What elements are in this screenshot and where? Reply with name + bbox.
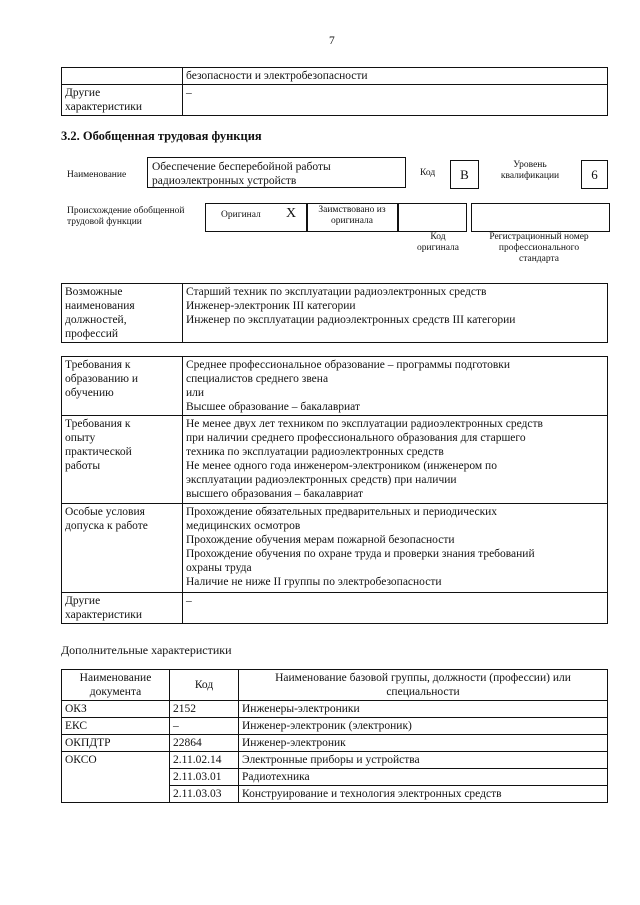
additional-table — [61, 669, 608, 803]
origin-code-box — [397, 203, 467, 232]
code-cell: 2.11.02.14 — [170, 752, 239, 769]
name-value-box: Обеспечение бесперебойной работы радиоэлектронных устройств — [147, 157, 406, 188]
reg-caption: Регистрационный номер профессионального стандарта — [489, 232, 589, 264]
code-cell: 22864 — [170, 735, 239, 752]
table-row — [62, 752, 608, 769]
name-cell: Инженеры-электроники — [239, 701, 608, 718]
table-row — [62, 718, 608, 735]
page-number: 7 — [329, 35, 335, 47]
code-cell: 2152 — [170, 701, 239, 718]
col-header-document: Наименование документа — [62, 670, 170, 701]
name-cell: Радиотехника — [239, 769, 608, 786]
experience-label: Требования к опыту практической работы — [62, 416, 183, 504]
requirements-table — [61, 356, 608, 624]
special-conditions-label: Особые условия допуска к работе — [62, 504, 183, 593]
positions-table — [61, 283, 608, 343]
education-label: Требования к образованию и обучению — [62, 357, 183, 416]
name-cell: Инженер-электроник (электроник) — [239, 718, 608, 735]
table-row — [62, 735, 608, 752]
code-value-box: В — [450, 160, 479, 189]
top-table-value: безопасности и электробезопасности — [183, 68, 608, 85]
level-value-box: 6 — [581, 160, 608, 189]
other-characteristics-value: – — [183, 593, 608, 624]
original-mark: X — [286, 206, 297, 221]
section-title: 3.2. Обобщенная трудовая функция — [61, 129, 262, 143]
code-cell: 2.11.03.01 — [170, 769, 239, 786]
code-cell: – — [170, 718, 239, 735]
code-cell: 2.11.03.03 — [170, 786, 239, 803]
name-cell: Конструирование и технология электронных средств — [239, 786, 608, 803]
name-cell: Электронные приборы и устройства — [239, 752, 608, 769]
positions-label: Возможные наименования должностей, профессий — [62, 284, 183, 343]
doc-cell: ОКЗ — [62, 701, 170, 718]
borrowed-label: Заимствовано из оригинала — [318, 205, 386, 226]
code-label: Код — [420, 168, 436, 178]
top-table-empty-label — [62, 68, 183, 85]
special-conditions-value: Прохождение обязательных предварительных и периодических медицинских осмотров Прохождение обучения мерам пожарной безопасности Прохождение обучения по охране труда и проверки знания требований охраны труда Наличие не ниже II группы по электробезопасности — [183, 504, 608, 593]
experience-value: Не менее двух лет техником по эксплуатации радиоэлектронных средств при наличии среднего профессионального образования для старшего техника по эксплуатации радиоэлектронных средств Не менее одного года инженером-электроником (инженером по эксплуатации радиоэлектронных средств) при наличии высшего образования – бакалавриат — [183, 416, 608, 504]
col-header-name: Наименование базовой группы, должности (профессии) или специальности — [239, 670, 608, 701]
name-cell: Инженер-электроник — [239, 735, 608, 752]
table-row — [62, 701, 608, 718]
education-value: Среднее профессиональное образование – программы подготовки специалистов среднего звена или Высшее образование – бакалавриат — [183, 357, 608, 416]
positions-value: Старший техник по эксплуатации радиоэлектронных средств Инженер-электроник III категории Инженер по эксплуатации радиоэлектронных средств III категории — [183, 284, 608, 343]
doc-cell: ОКПДТР — [62, 735, 170, 752]
reg-number-box — [471, 203, 610, 232]
name-label: Наименование — [67, 170, 127, 180]
doc-cell: ОКСО — [62, 752, 170, 803]
code-caption: Код оригинала — [417, 232, 459, 253]
origin-label: Происхождение обобщенной трудовой функции — [67, 206, 185, 227]
original-label: Оригинал — [221, 210, 261, 220]
top-table-label: Другие характеристики — [62, 85, 183, 116]
doc-cell: ЕКС — [62, 718, 170, 735]
other-characteristics-label: Другие характеристики — [62, 593, 183, 624]
additional-title: Дополнительные характеристики — [61, 643, 232, 657]
col-header-code: Код — [170, 670, 239, 701]
top-table — [61, 67, 608, 116]
top-table-value: – — [183, 85, 608, 116]
level-label: Уровень квалификации — [500, 160, 560, 181]
